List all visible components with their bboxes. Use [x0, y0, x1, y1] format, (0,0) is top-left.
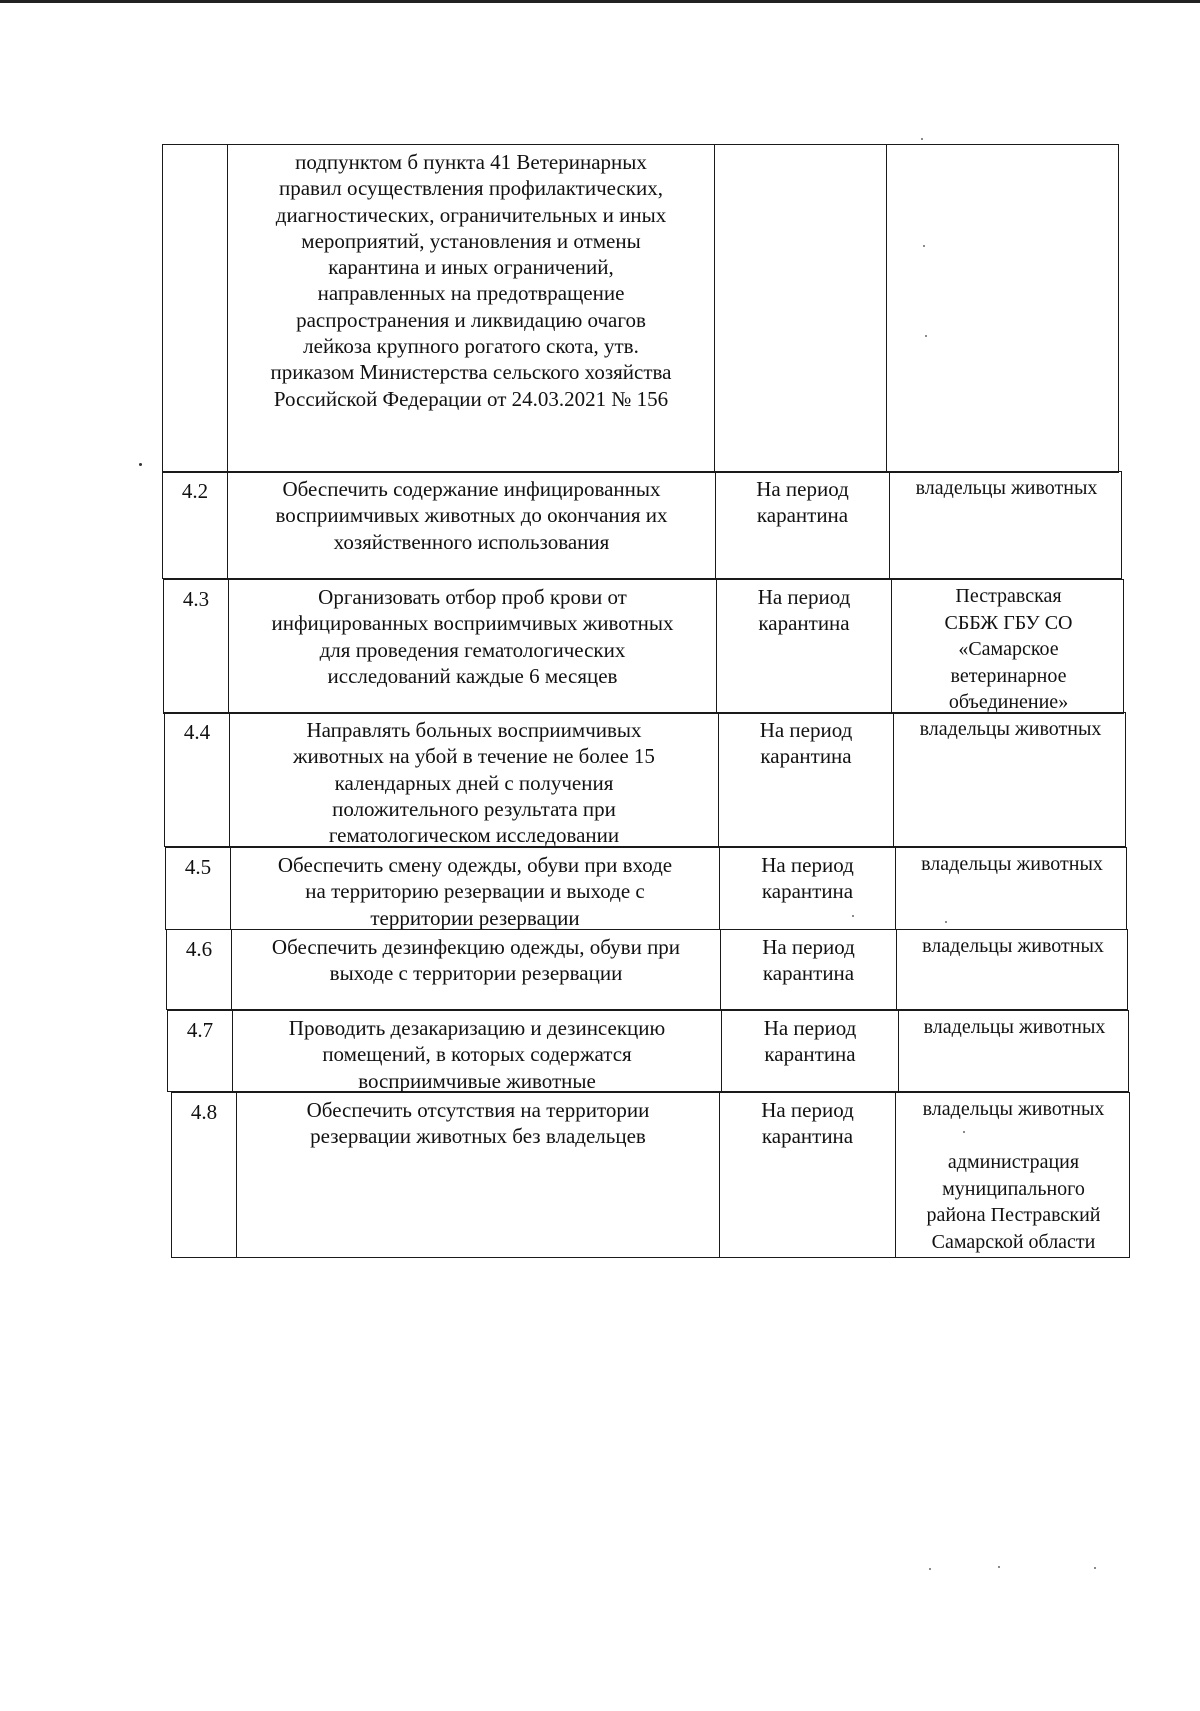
action-cell: [227, 145, 714, 472]
row-number-cell: [167, 930, 231, 1009]
table-row: [164, 712, 1126, 847]
row-number-cell: [165, 713, 229, 846]
action-text: Обеспечить смену одежды, обуви при входе на территорию резервации и выходе с территории резервации: [277, 853, 673, 930]
action-text: Проводить дезакаризацию и дезинсекцию помещений, в которых содержатся восприимчивые животные: [288, 1016, 666, 1093]
row-number: [163, 145, 227, 151]
action-text: Обеспечить дезинфекцию одежды, обуви при выходе с территории резервации: [271, 935, 681, 986]
responsible-text: владельцы животных: [922, 935, 1104, 957]
responsible-cell: [895, 1093, 1131, 1257]
responsible-cell: [895, 848, 1128, 929]
responsible-cell: [891, 580, 1125, 713]
responsible-cell: [898, 1011, 1130, 1091]
row-number: 4.5: [184, 855, 212, 879]
row-number: 4.8: [190, 1100, 218, 1124]
period-cell: [721, 1011, 898, 1091]
row-number-cell: [168, 1011, 232, 1091]
period-text: На период карантина: [759, 718, 853, 769]
period-text: На период карантина: [757, 585, 851, 636]
action-cell: [227, 472, 715, 578]
row-number: 4.6: [185, 937, 213, 961]
responsible-text: [887, 145, 1120, 148]
row-number-cell: [166, 848, 230, 929]
action-text: Обеспечить отсутствия на территории резервации животных без владельцев: [306, 1098, 650, 1149]
row-number-cell: [163, 145, 227, 472]
responsible-text: владельцы животных: [915, 477, 1098, 499]
period-cell: [719, 1093, 895, 1257]
period-text: На период карантина: [761, 853, 854, 904]
period-cell: [714, 145, 886, 472]
table-row: [162, 144, 1119, 473]
action-text: Направлять больных восприимчивых животных на убой в течение не более 15 календарных дней с получения положительного результата при гематологическом исследовании: [293, 718, 655, 848]
period-text: На период карантина: [762, 935, 855, 986]
table-row: [166, 929, 1128, 1010]
table-row: [162, 471, 1122, 579]
period-cell: [716, 580, 891, 713]
action-cell: [230, 848, 719, 929]
row-number: 4.7: [186, 1018, 214, 1042]
table-row: [167, 1010, 1129, 1092]
period-cell: [719, 848, 895, 929]
action-text: Организовать отбор проб крови от инфицированных восприимчивых животных для проведения гематологических исследований каждые 6 месяцев: [271, 585, 674, 688]
responsible-cell: [896, 930, 1129, 1009]
responsible-cell: [893, 713, 1127, 846]
period-cell: [718, 713, 893, 846]
action-text: подпунктом б пункта 41 Ветеринарных правил осуществления профилактических, диагностических, ограничительных и иных мероприятий, установления и отмены карантина и иных ограничений, направленных на предотвращение распространения и ликвидацию очагов лейкоза крупного рогатого скота, утв. приказом Министерства сельского хозяйства Российской Федерации от 24.03.2021 № 156: [270, 150, 672, 411]
responsible-cell: [886, 145, 1120, 472]
responsible-text: владельцы животных: [921, 853, 1103, 875]
action-cell: [236, 1093, 719, 1257]
table-row: [165, 847, 1127, 930]
row-number: 4.2: [181, 479, 209, 503]
period-cell: [715, 472, 889, 578]
period-text: На период карантина: [763, 1016, 857, 1067]
period-cell: [720, 930, 896, 1009]
row-number-cell: [172, 1093, 236, 1257]
action-text: Обеспечить содержание инфицированных восприимчивых животных до окончания их хозяйственного использования: [275, 477, 668, 554]
responsible-text: владельцы животных администрация муниципального района Пестравский Самарской области: [922, 1098, 1105, 1253]
period-text: На период карантина: [756, 477, 849, 528]
responsible-text: владельцы животных: [923, 1016, 1106, 1038]
row-number: 4.4: [183, 720, 211, 744]
period-text: [715, 145, 886, 149]
period-text: На период карантина: [761, 1098, 854, 1149]
action-cell: [229, 713, 718, 846]
action-cell: [232, 1011, 721, 1091]
row-number-cell: [163, 472, 227, 578]
responsible-cell: [889, 472, 1123, 578]
row-number-cell: [164, 580, 228, 713]
table-row: [163, 579, 1124, 714]
table-row: [171, 1092, 1130, 1258]
responsible-text: владельцы животных: [919, 718, 1102, 740]
row-number: 4.3: [182, 587, 210, 611]
action-cell: [228, 580, 716, 713]
action-cell: [231, 930, 720, 1009]
responsible-text: Пестравская СББЖ ГБУ СО «Самарское ветеринарное объединение»: [944, 585, 1073, 713]
